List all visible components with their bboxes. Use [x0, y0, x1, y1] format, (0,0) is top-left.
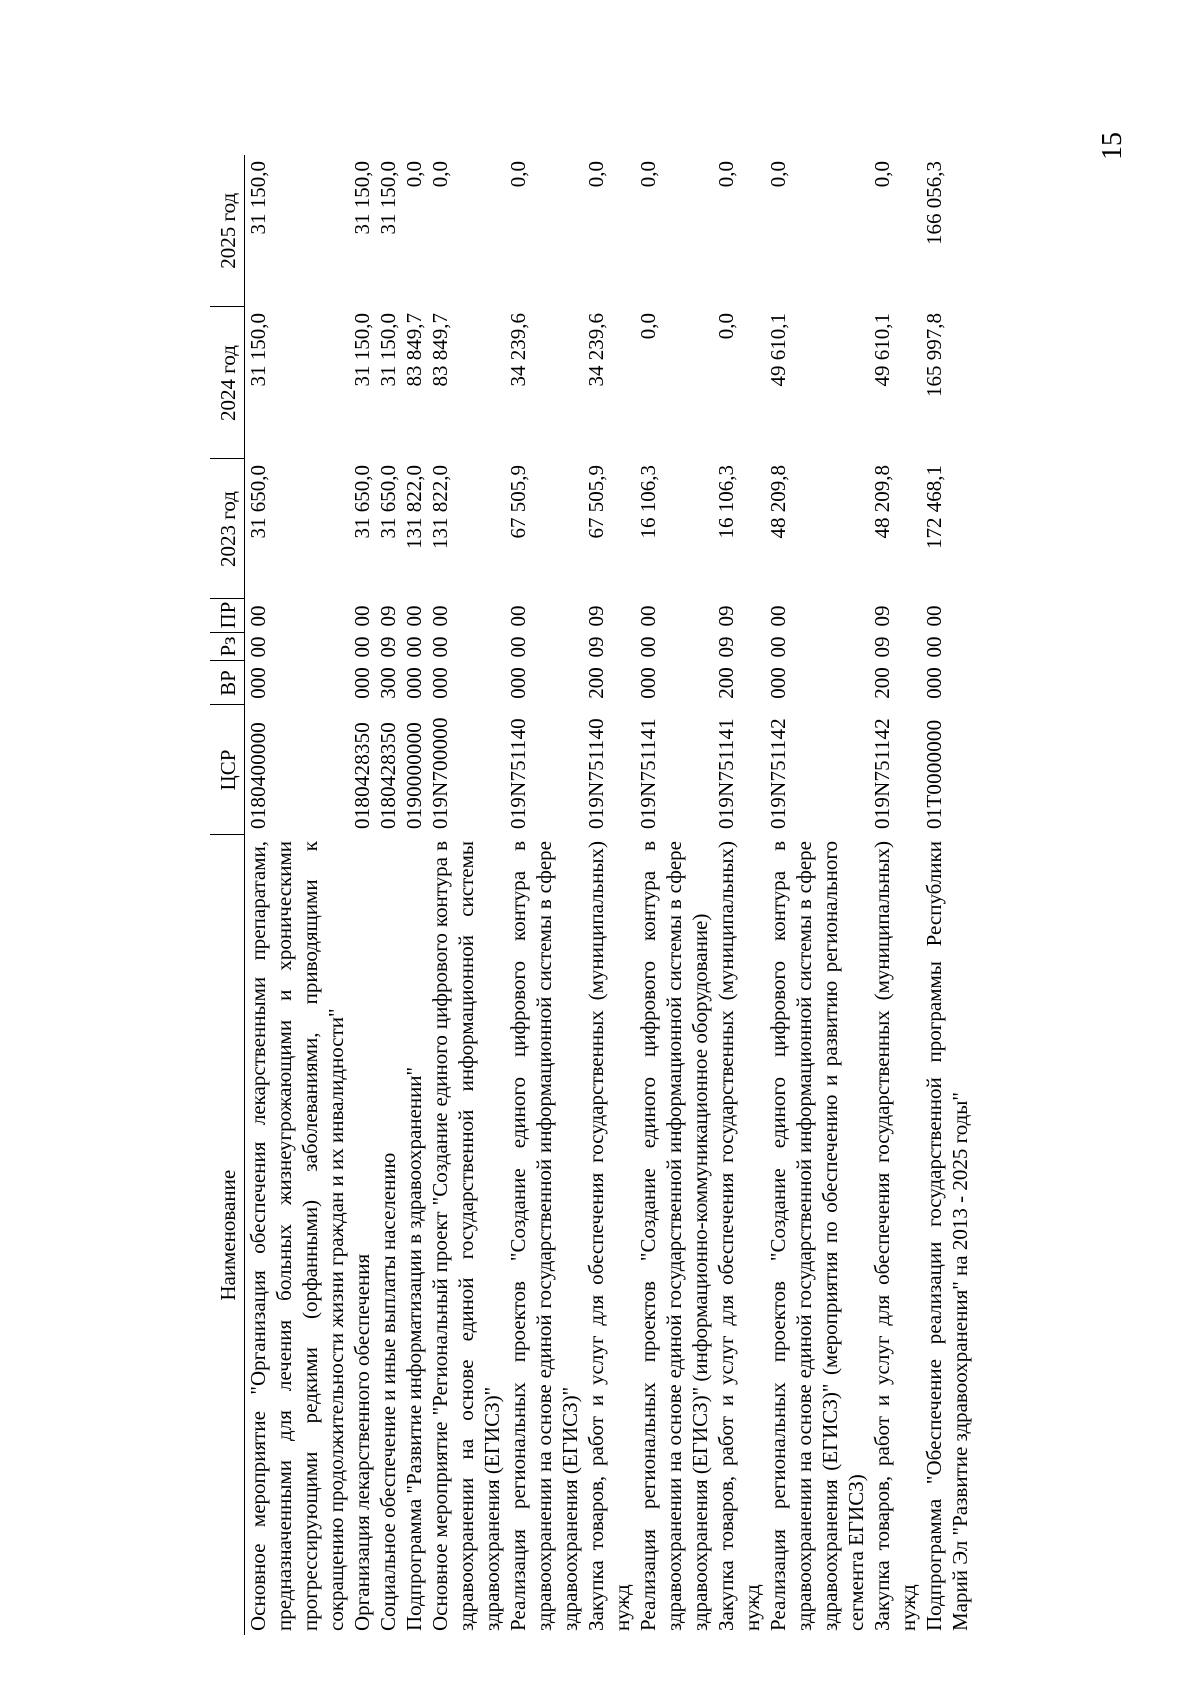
row-csr: 019N751141 [714, 718, 738, 829]
row-2023: 48 209,8 [870, 465, 894, 539]
row-vr: 000 [766, 667, 790, 699]
row-rz: 00 [402, 636, 426, 658]
row-csr: 019N751141 [636, 718, 660, 829]
row-2024: 165 997,8 [922, 313, 946, 397]
table-body [245, 155, 974, 1635]
row-name: Подпрограмма "Обеспечение реализации государственной программы Республики Марий Эл "Развитие здравоохранения" на 2013 - 2025 годы" [922, 841, 972, 1631]
row-csr: 0190000000 [402, 722, 426, 829]
row-rz: 09 [376, 636, 400, 658]
row-pr: 00 [922, 605, 946, 627]
table-row [635, 155, 713, 1635]
header-2025: 2025 год [210, 155, 245, 307]
row-name: Закупка товаров, работ и услуг для обеспечения государственных (муниципальных) нужд [714, 841, 764, 1631]
row-2023: 31 650,0 [376, 465, 400, 539]
row-pr: 09 [376, 605, 400, 627]
row-2023: 172 468,1 [922, 465, 946, 549]
row-2025: 0,0 [636, 161, 660, 188]
row-2025: 31 150,0 [246, 161, 270, 235]
row-rz: 00 [506, 636, 530, 658]
header-2024: 2024 год [210, 307, 245, 459]
row-2023: 16 106,3 [714, 465, 738, 539]
row-pr: 00 [506, 605, 530, 627]
row-2025: 0,0 [402, 161, 426, 188]
row-vr: 000 [350, 667, 374, 699]
table-row [349, 155, 375, 1635]
row-name: Реализация региональных проектов "Создание единого цифрового контура в здравоохранении на основе единой государственной информационной системы в сфере здравоохранения (ЕГИСЗ)" (информационно-коммуникационное оборудование) [636, 841, 712, 1631]
row-2023: 16 106,3 [636, 465, 660, 539]
row-name: Закупка товаров, работ и услуг для обеспечения государственных (муниципальных) нужд [584, 841, 634, 1631]
row-pr: 00 [402, 605, 426, 627]
table-row [713, 155, 765, 1635]
row-2024: 49 610,1 [766, 313, 790, 387]
row-pr: 09 [870, 605, 894, 627]
row-vr: 000 [922, 667, 946, 699]
header-name: Наименование [210, 835, 245, 1635]
row-2023: 31 650,0 [246, 465, 270, 539]
row-2025: 0,0 [870, 161, 894, 188]
row-2025: 0,0 [766, 161, 790, 188]
row-2023: 131 822,0 [428, 465, 452, 549]
row-2023: 67 505,9 [506, 465, 530, 539]
row-2025: 31 150,0 [350, 161, 374, 235]
row-csr: 0180400000 [246, 722, 270, 829]
row-vr: 000 [506, 667, 530, 699]
row-name: Реализация региональных проектов "Создание единого цифрового контура в здравоохранении на основе единой государственной информационной системы в сфере здравоохранения (ЕГИСЗ)" [506, 841, 582, 1631]
table-row [921, 155, 973, 1635]
row-vr: 000 [402, 667, 426, 699]
row-2023: 67 505,9 [584, 465, 608, 539]
header-rz: Рз [210, 633, 245, 661]
row-vr: 200 [584, 667, 608, 699]
row-pr: 09 [584, 605, 608, 627]
row-2024: 31 150,0 [246, 313, 270, 387]
row-2024: 83 849,7 [402, 313, 426, 387]
row-rz: 00 [766, 636, 790, 658]
table-row [375, 155, 401, 1635]
row-2023: 48 209,8 [766, 465, 790, 539]
row-csr: 019N751140 [506, 718, 530, 829]
row-2025: 166 056,3 [922, 161, 946, 245]
row-vr: 300 [376, 667, 400, 699]
rotated-table-container [210, 155, 1200, 1635]
row-name: Реализация региональных проектов "Создание единого цифрового контура в здравоохранении на основе единой государственной информационной системы в сфере здравоохранения (ЕГИСЗ)" (мероприятия по обеспечению и развитию регионального сегмента ЕГИСЗ) [766, 841, 868, 1631]
header-pr: ПР [210, 599, 245, 633]
row-vr: 200 [714, 667, 738, 699]
row-csr: 0180428350 [376, 722, 400, 829]
row-pr: 00 [636, 605, 660, 627]
row-2025: 0,0 [506, 161, 530, 188]
row-2024: 31 150,0 [376, 313, 400, 387]
row-rz: 09 [870, 636, 894, 658]
row-vr: 000 [636, 667, 660, 699]
row-name: Социальное обеспечение и иные выплаты населению [376, 1152, 400, 1631]
row-pr: 00 [766, 605, 790, 627]
row-2025: 0,0 [714, 161, 738, 188]
row-2024: 31 150,0 [350, 313, 374, 387]
row-name: Основное мероприятие "Региональный проект "Создание единого цифрового контура в здравоохранении на основе единой государственной информационной системы здравоохранения (ЕГИСЗ)" [428, 841, 504, 1631]
row-pr: 00 [246, 605, 270, 627]
row-csr: 0180428350 [350, 722, 374, 829]
table-row [869, 155, 921, 1635]
row-2025: 0,0 [428, 161, 452, 188]
row-rz: 00 [428, 636, 452, 658]
row-vr: 200 [870, 667, 894, 699]
row-pr: 09 [714, 605, 738, 627]
row-vr: 000 [428, 667, 452, 699]
row-vr: 000 [246, 667, 270, 699]
row-2023: 31 650,0 [350, 465, 374, 539]
row-name: Основное мероприятие "Организация обеспечения лекарственными препаратами, предназначенными для лечения больных жизнеугрожающими и хроническими прогрессирующими редкими (орфанными) заболеваниями, приводящими к сокращению продолжительности жизни граждан и их инвалидности" [246, 841, 348, 1631]
header-2023: 2023 год [210, 459, 245, 599]
row-2024: 83 849,7 [428, 313, 452, 387]
row-csr: 019N700000 [428, 717, 452, 829]
table-row [505, 155, 583, 1635]
table-row [765, 155, 869, 1635]
row-2024: 0,0 [636, 313, 660, 340]
row-name: Подпрограмма "Развитие информатизации в здравоохранении" [402, 1066, 426, 1631]
table-row [427, 155, 505, 1635]
row-2024: 34 239,6 [506, 313, 530, 387]
row-csr: 019N751142 [870, 718, 894, 829]
table-row [401, 155, 427, 1635]
row-rz: 00 [922, 636, 946, 658]
row-rz: 00 [350, 636, 374, 658]
row-pr: 00 [428, 605, 452, 627]
row-name: Организация лекарственного обеспечения [350, 1253, 374, 1631]
table-header-row [210, 155, 245, 1635]
row-csr: 01Т0000000 [922, 719, 946, 829]
row-rz: 09 [584, 636, 608, 658]
row-2025: 0,0 [584, 161, 608, 188]
row-pr: 00 [350, 605, 374, 627]
row-2024: 49 610,1 [870, 313, 894, 387]
header-vr: ВР [210, 661, 245, 705]
row-2025: 31 150,0 [376, 161, 400, 235]
page-number: 15 [1097, 132, 1128, 160]
row-name: Закупка товаров, работ и услуг для обеспечения государственных (муниципальных) нужд [870, 841, 920, 1631]
row-rz: 00 [636, 636, 660, 658]
budget-table [210, 155, 973, 1635]
row-rz: 00 [246, 636, 270, 658]
row-2024: 34 239,6 [584, 313, 608, 387]
table-row [245, 155, 350, 1635]
header-csr: ЦСР [210, 705, 245, 835]
row-csr: 019N751140 [584, 718, 608, 829]
row-2024: 0,0 [714, 313, 738, 340]
row-2023: 131 822,0 [402, 465, 426, 549]
row-rz: 09 [714, 636, 738, 658]
row-csr: 019N751142 [766, 718, 790, 829]
table-row [583, 155, 635, 1635]
